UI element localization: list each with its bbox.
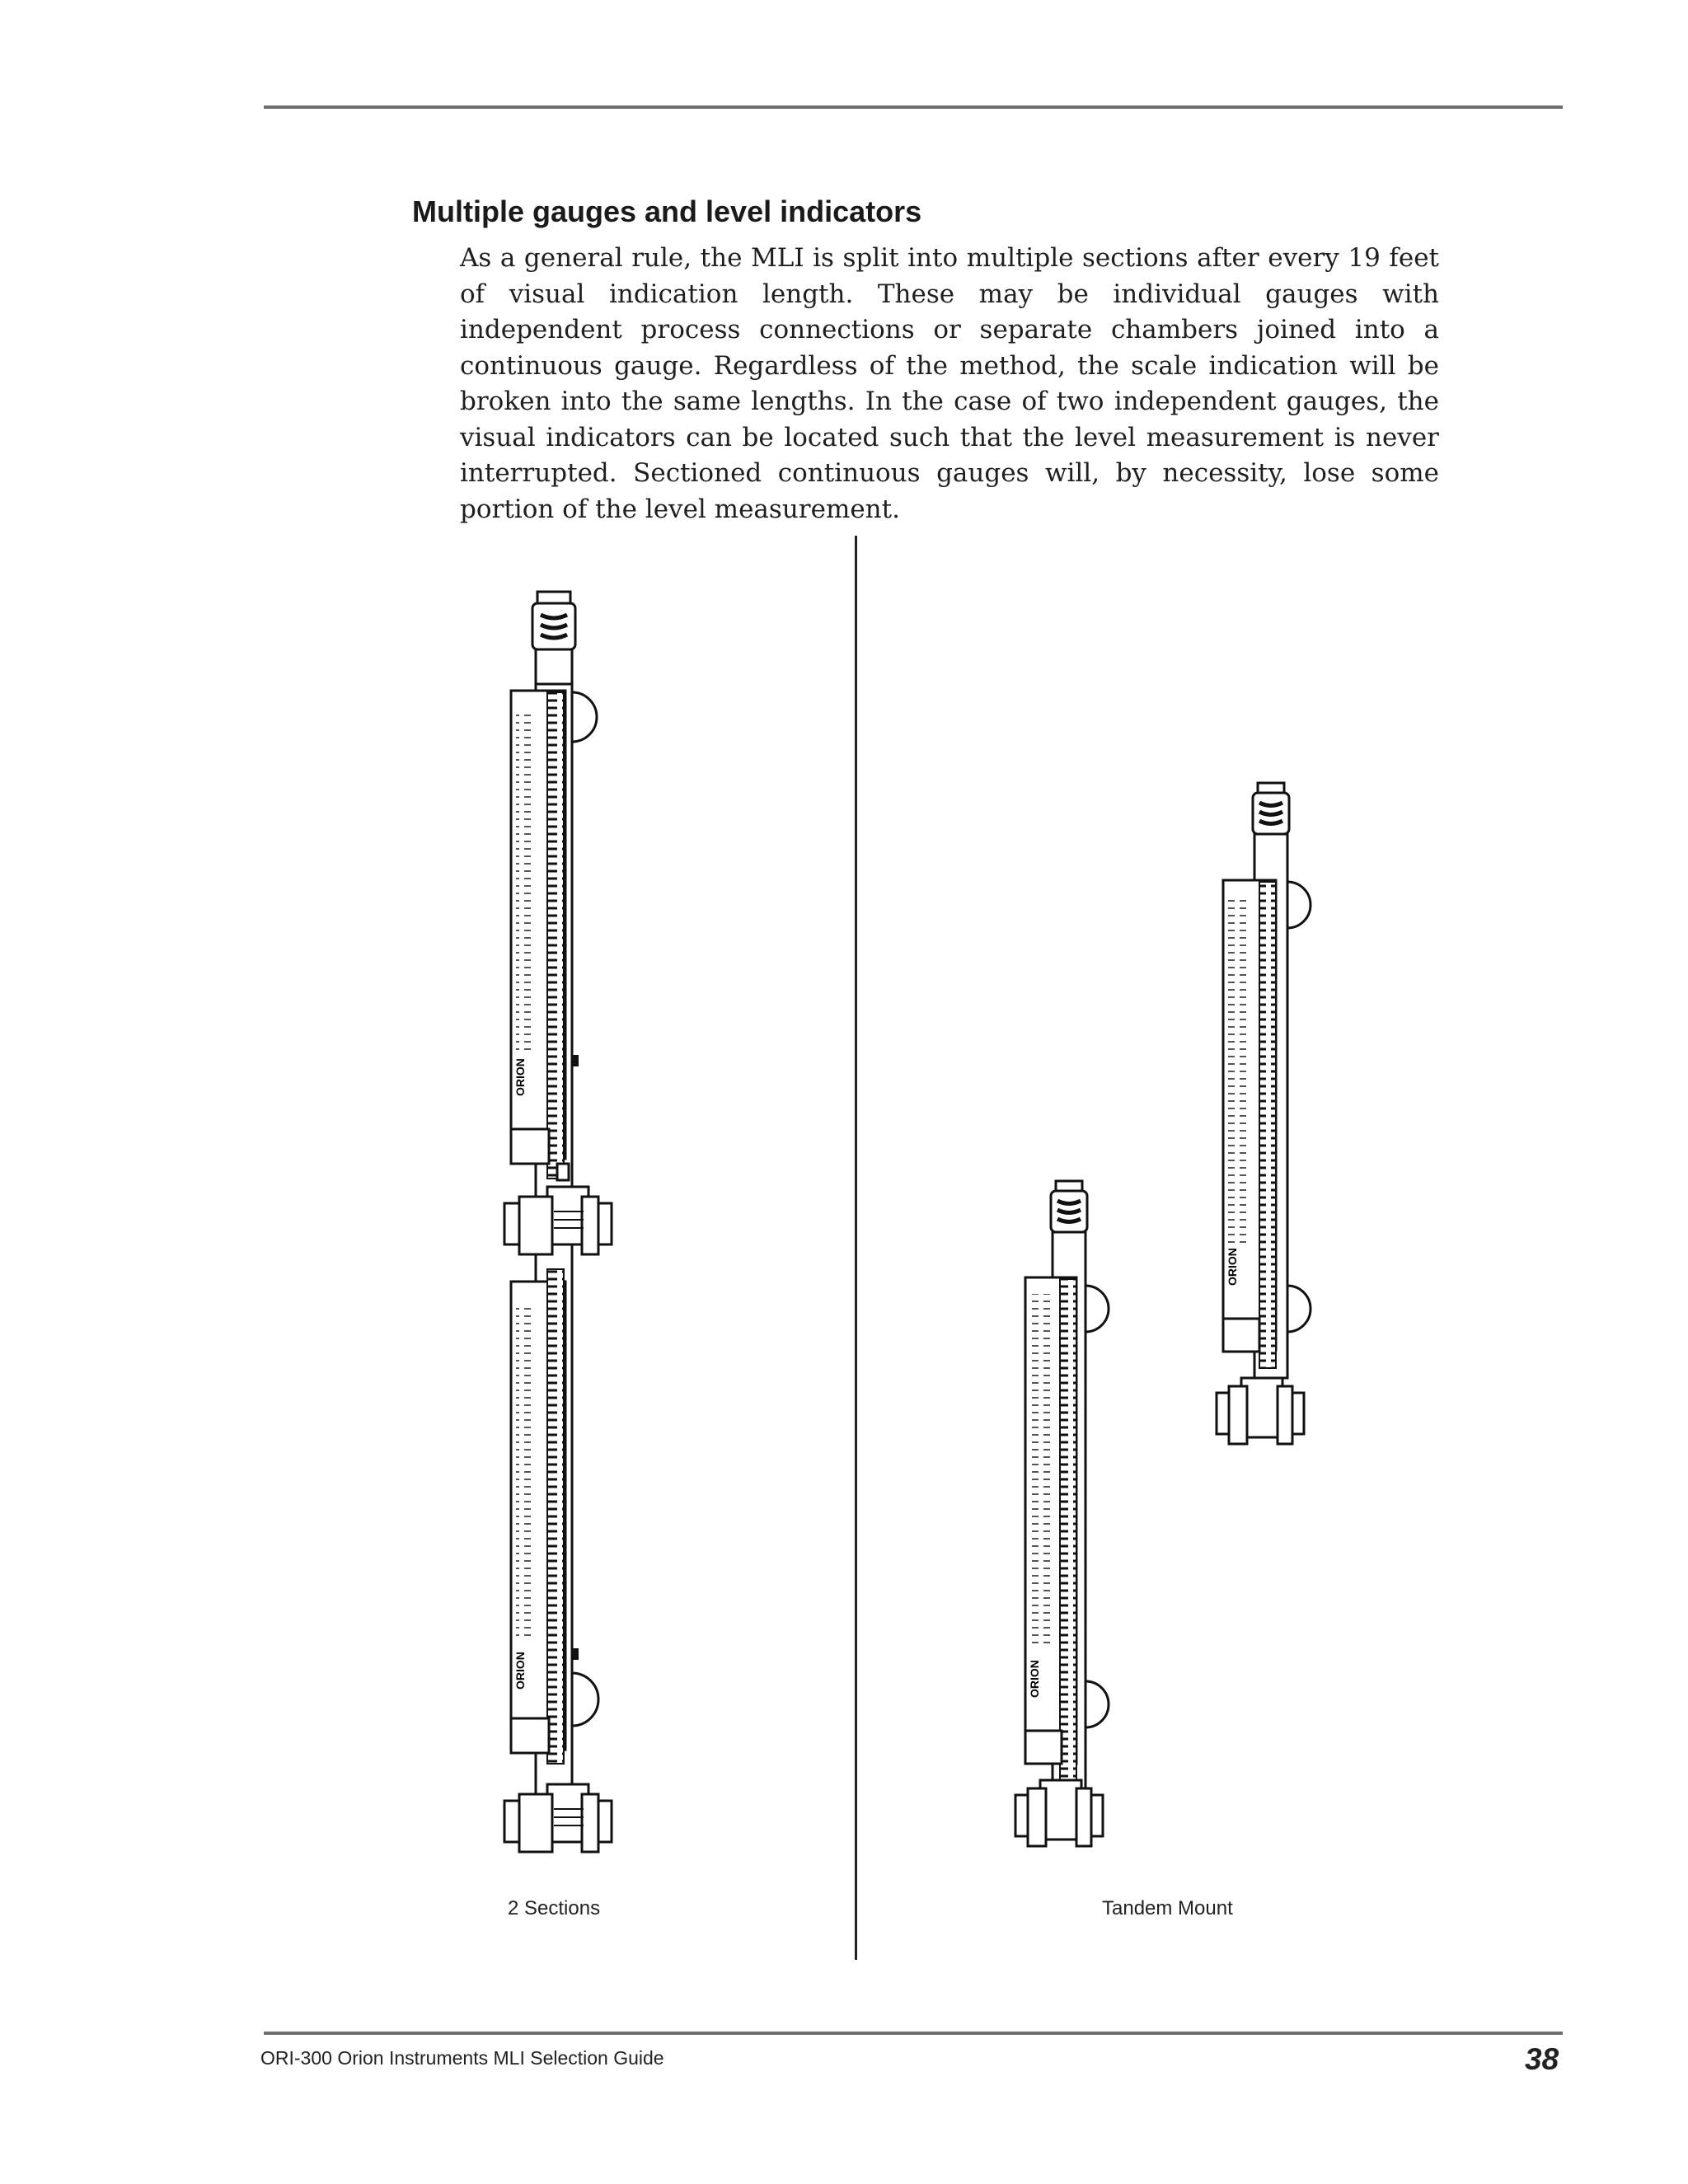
section-body: As a general rule, the MLI is split into multiple sections after every 19 feet of visual indication length. These may be individual gauges with independent process connections or separate chambers joined into a continuous gauge. Regardless of the method, the scale indication will be broken into the same lengths. In the case of two independent gauges, the visual indicators can be located such that the level measurement is never interrupted. Sectioned continuous gauges will, by necessity, lose some portion of the level measurement. [460, 243, 1439, 524]
footer-rule [264, 2032, 1563, 2035]
gauge-tandem-upper [1217, 783, 1311, 1444]
upper-section [511, 691, 597, 1180]
page-number: 38 [1525, 2042, 1559, 2076]
caption-two-sections: 2 Sections [508, 1897, 601, 1919]
middle-flange [504, 1187, 612, 1254]
lower-section [511, 1269, 598, 1764]
brand-label: ORION [513, 1058, 527, 1096]
caption-tandem-mount: Tandem Mount [1102, 1897, 1233, 1919]
bottom-flange [504, 1784, 612, 1852]
top-cap [532, 592, 575, 687]
brand-label: ORION [513, 1652, 527, 1690]
gauge-two-sections [504, 592, 612, 1852]
brand-label: ORION [1226, 1248, 1239, 1286]
section-heading: Multiple gauges and level indicators [412, 194, 922, 228]
gauge-tandem-lower [1015, 1181, 1109, 1846]
brand-label: ORION [1028, 1660, 1041, 1698]
footer-document-title: ORI-300 Orion Instruments MLI Selection Guide [260, 2047, 664, 2069]
